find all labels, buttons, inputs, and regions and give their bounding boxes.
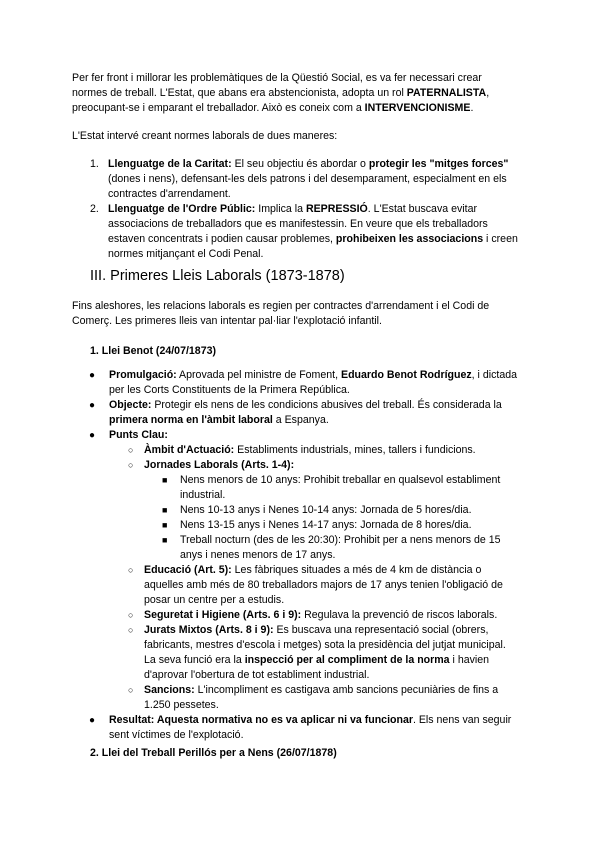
hours-subitem: ■ Treball nocturn (des de les 20:30): Prohibit per a nens menors de 15 anys i nenes menors de 17 anys. — [162, 534, 501, 561]
hours-subitem: ■ Nens menors de 10 anys: Prohibit treballar en qualsevol establiment industrial. — [162, 474, 501, 501]
law1-heading: 1. Llei Benot (24/07/1873) — [90, 345, 217, 357]
juries-item: ○ Jurats Mixtos (Arts. 8 i 9): Es buscava una representació social (obrers, fabricants, mestres d'escola i metges) sota la presidència del jutjat municipal. La seva funció era la inspecció per al compliment de la norma i havien d'aprovar l'obertura de tot establiment industrial. — [128, 624, 506, 681]
hours-item: ○ Jornades Laborals (Arts. 1-4): — [128, 459, 295, 471]
safety-item: ○ Seguretat i Higiene (Arts. 6 i 9): Regulava la prevenció de riscos laborals. — [128, 609, 498, 621]
languages-list — [72, 157, 520, 262]
law1-list — [72, 368, 520, 743]
list-item: 1. Llenguatge de la Caritat: El seu objectiu és abordar o protegir les "mitges forces" (dones i nens), defensant-les dels patrons i del desemparament, especialment en els contractes d'arrendament. — [90, 158, 509, 200]
education-item: ○ Educació (Art. 5): Les fàbriques situades a més de 4 km de distància o aquelles amb més de 80 treballadors majors de 17 anys tenien l'obligació de posar un centre per a estudis. — [128, 564, 503, 606]
list-item: 2. Llenguatge de l'Ordre Públic: Implica la REPRESSIÓ. L'Estat buscava evitar associacions de treballadors que es manifestessin. En veure que els treballadors estaven concentrats i podien causar problemes, prohibeixen les associacions i creen normes mitjançant el Codi Penal. — [90, 203, 518, 260]
section-intro: Fins aleshores, les relacions laborals es regien per contractes d'arrendament i el Codi de Comerç. Les primeres lleis van intentar pal·liar l'explotació infantil. — [72, 300, 490, 327]
intro-paragraph: Per fer front i millorar les problemàtiques de la Qüestió Social, es va fer necessari crear normes de treball. L'Estat, que abans era abstencionista, adopta un rol PATERNALISTA, preocupant-se i emparant el treballador. Això es coneix com a INTERVENCIONISME. — [72, 72, 490, 114]
result-item: ● Resultat: Aquesta normativa no es va aplicar ni va funcionar. Els nens van seguir sent víctimes de l'explotació. — [89, 714, 512, 741]
scope-item: ○ Àmbit d'Actuació: Establiments industrials, mines, tallers i fundicions. — [128, 444, 476, 456]
promulgation-item: ● Promulgació: Aprovada pel ministre de Foment, Eduardo Benot Rodríguez, i dictada per les Corts Constituents de la Primera República. — [89, 369, 518, 396]
section-heading: III. Primeres Lleis Laborals (1873-1878) — [90, 268, 345, 284]
law2-heading: 2. Llei del Treball Perillós per a Nens (26/07/1878) — [90, 747, 337, 759]
key-points-item: ● Punts Clau: — [89, 429, 168, 441]
intervencionisme-term: INTERVENCIONISME — [364, 102, 471, 114]
hours-subitem: ■ Nens 10-13 anys i Nenes 10-14 anys: Jornada de 5 hores/dia. — [162, 504, 472, 516]
objective-item: ● Objecte: Protegir els nens de les condicions abusives del treball. És considerada la primera norma en l'àmbit laboral a Espanya. — [89, 399, 502, 426]
languages-lead: L'Estat intervé creant normes laborals de dues maneres: — [72, 130, 338, 142]
sanctions-item: ○ Sancions: L'incompliment es castigava amb sancions pecuniàries de fins a 1.250 pessetes. — [128, 684, 499, 711]
hours-subitem: ■ Nens 13-15 anys i Nenes 14-17 anys: Jornada de 8 hores/dia. — [162, 519, 472, 531]
paternalista-term: PATERNALISTA — [406, 87, 487, 99]
